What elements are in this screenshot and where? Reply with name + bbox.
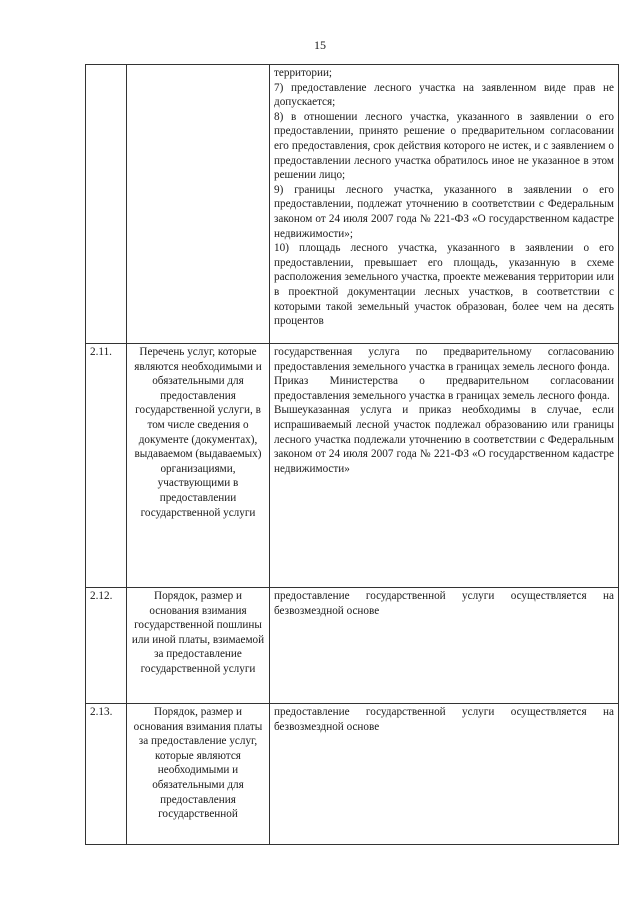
- row-label: Порядок, размер и основания взимания платы за предоставление услуг, которые являются необходимыми и обязательными для предоставления государственной: [127, 704, 270, 845]
- regulation-table: [85, 64, 619, 845]
- content-paragraph: 10) площадь лесного участка, указанного в заявлении о его предоставлении, превышает его площадь, указанную в схеме расположения земельного участка, проекте межевания территории или в проектной документации лесных участков, в соответствии с которыми такой земельный участок образован, более чем на десять процентов: [274, 242, 614, 328]
- page-number: 15: [314, 38, 326, 52]
- content-paragraph: государственная услуга по предварительному согласованию предоставления земельного участка в границах земель лесного фонда.: [274, 346, 614, 373]
- content-paragraph: 8) в отношении лесного участка, указанного в заявлении о его предоставлении, принято решение о предварительном согласовании его предоставления, срок действия которого не истек, и с заявлением о предоставлении лесного участка обратилось иное не указанное в этом решении лицо;: [274, 110, 614, 182]
- content-paragraph: Вышеуказанная услуга и приказ необходимы в случае, если испрашиваемый лесной участок подлежал образованию или границы лесного участка подлежали уточнению в соответствии с Федеральным законом от 24 июля 2007 года № 221-ФЗ «О государственном кадастре недвижимости»: [274, 404, 614, 475]
- content-paragraph: предоставление государственной услуги осуществляется на безвозмездной основе: [274, 590, 614, 617]
- content-paragraph: территории;: [274, 67, 333, 79]
- table-row: [86, 344, 619, 588]
- table-row: [86, 704, 619, 845]
- content-paragraph: 9) границы лесного участка, указанного в заявлении о его предоставлении, подлежат уточнению в соответствии с Федеральным законом от 24 июля 2007 года № 221-ФЗ «О государственном кадастре недвижимости»;: [274, 183, 614, 240]
- row-content: [270, 704, 619, 845]
- content-paragraph: предоставление государственной услуги осуществляется на безвозмездной основе: [274, 706, 614, 733]
- table-row: [86, 65, 619, 344]
- row-content: [270, 588, 619, 704]
- table-row: [86, 588, 619, 704]
- row-number: 2.11.: [86, 344, 127, 588]
- row-label: Перечень услуг, которые являются необходимыми и обязательными для предоставления государственной услуги, в том числе сведения о документе (документах), выдаваемом (выдаваемых) организациями, участвующими в предоставлении государственной услуги: [127, 344, 270, 588]
- row-content: [270, 344, 619, 588]
- content-paragraph: Приказ Министерства о предварительном согласовании предоставления земельного участка в границах земель лесного фонда.: [274, 375, 614, 402]
- row-label: Порядок, размер и основания взимания государственной пошлины или иной платы, взимаемой за предоставление государственной услуги: [127, 588, 270, 704]
- content-paragraph: 7) предоставление лесного участка на заявленном виде прав не допускается;: [274, 81, 614, 109]
- row-label: [127, 65, 270, 344]
- row-number: 2.12.: [86, 588, 127, 704]
- row-content: [270, 65, 619, 344]
- row-number: [86, 65, 127, 344]
- row-number: 2.13.: [86, 704, 127, 845]
